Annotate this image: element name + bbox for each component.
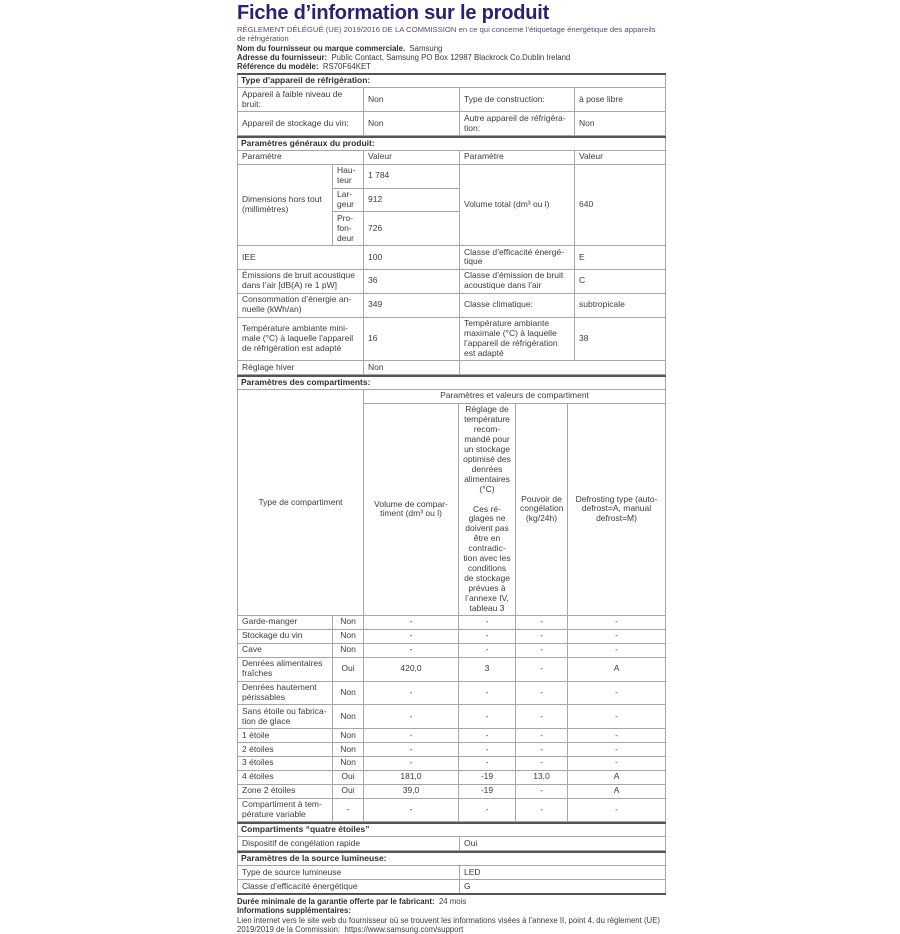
section-title: Compartiments “quatre étoiles” [238, 823, 666, 836]
compartment-freeze: - [516, 643, 568, 657]
section-title: Paramètres généraux du produit: [238, 137, 666, 150]
compartment-present: Non [333, 681, 364, 705]
compartment-volume: - [364, 798, 459, 822]
param-label: Appareil de stockage du vin: [238, 112, 364, 136]
compartment-row [238, 681, 666, 705]
compartment-row [238, 643, 666, 657]
table-row [238, 866, 666, 880]
model-label: Référence du modèle: [237, 61, 319, 71]
column-header: Valeur [364, 150, 460, 164]
compartment-defrost: - [568, 743, 666, 757]
model-value: RS70F64KET [322, 61, 371, 71]
model-row [237, 63, 665, 72]
compartment-type: 1 étoile [238, 729, 333, 743]
param-value: 38 [575, 317, 666, 361]
compartment-type: Stockage du vin [238, 629, 333, 643]
param-value: 640 [575, 164, 666, 245]
warranty-label: Durée minimale de la garantie offerte par le fabricant: [237, 897, 435, 907]
param-value: 16 [364, 317, 460, 361]
compartment-volume: - [364, 729, 459, 743]
compartment-defrost: - [568, 798, 666, 822]
column-header: Volume de compartiment (dm³ ou l) [364, 403, 459, 615]
warranty-value: 24 mois [438, 897, 467, 907]
param-label: IEE [238, 246, 364, 270]
address-label: Adresse du fournisseur: [237, 52, 328, 62]
compartment-temp: - [459, 798, 516, 822]
compartment-volume: - [364, 705, 459, 729]
compartment-type: Denrées hautement périssables [238, 681, 333, 705]
compartment-volume: 181,0 [364, 770, 459, 784]
column-header: Paramètre [238, 150, 364, 164]
compartment-freeze: - [516, 705, 568, 729]
compartment-present: Non [333, 705, 364, 729]
compartment-type: Compartiment à température variable [238, 798, 333, 822]
param-label: Classe d’efficacité énergétique [238, 880, 460, 894]
footer [237, 897, 665, 934]
compartment-volume: 420,0 [364, 657, 459, 681]
compartment-volume: - [364, 743, 459, 757]
span-header-row [238, 389, 666, 403]
compartment-table [237, 375, 666, 822]
compartment-temp: - [459, 729, 516, 743]
compartment-type: Denrées alimentaires fraîches [238, 657, 333, 681]
compartment-temp: - [459, 756, 516, 770]
param-value: 36 [364, 269, 460, 293]
dimension-value: 912 [364, 188, 460, 212]
column-header: Valeur [575, 150, 666, 164]
compartment-volume: - [364, 643, 459, 657]
four-star-table [237, 822, 666, 851]
temp-header-note: Ces réglages ne doivent pas être en contradiction avec les conditions de stockage prévues à l’annexe IV, tableau 3 [463, 503, 511, 613]
dimension-sub-label: Hauteur [333, 164, 364, 188]
param-label: Volume total (dm³ ou l) [460, 164, 575, 245]
compartment-freeze: - [516, 784, 568, 798]
param-label: Appareil à faible niveau de bruit: [238, 88, 364, 112]
supplier-label: Nom du fournisseur ou marque commerciale. [237, 44, 406, 53]
compartment-present: Non [333, 643, 364, 657]
compartment-volume: - [364, 681, 459, 705]
compartment-defrost: - [568, 643, 666, 657]
param-label: Réglage hiver [238, 361, 364, 375]
param-value: C [575, 269, 666, 293]
compartment-row [238, 629, 666, 643]
param-value: Non [364, 88, 460, 112]
supplier-link-row [237, 916, 665, 934]
section-header-light [238, 852, 666, 865]
section-header-four-star [238, 823, 666, 836]
compartment-row [238, 756, 666, 770]
param-value: subtropicale [575, 293, 666, 317]
param-label: Consommation d’énergie annuelle (kWh/an) [238, 293, 364, 317]
compartment-present: Oui [333, 770, 364, 784]
compartment-freeze: - [516, 729, 568, 743]
param-label: Classe d’efficacité énergétique [460, 246, 575, 270]
warranty-row [237, 897, 665, 906]
compartment-row [238, 743, 666, 757]
table-row [238, 880, 666, 894]
compartment-temp: - [459, 705, 516, 729]
compartment-row [238, 705, 666, 729]
compartment-volume: 39,0 [364, 784, 459, 798]
table-row [238, 361, 666, 375]
param-value: G [460, 880, 666, 894]
compartment-present: Non [333, 743, 364, 757]
column-header-row [238, 150, 666, 164]
param-value: Non [364, 112, 460, 136]
compartment-volume: - [364, 756, 459, 770]
compartment-freeze: - [516, 743, 568, 757]
table-row [238, 112, 666, 136]
param-label: Émissions de bruit acoustique dans l’air [dB(A) re 1 pW] [238, 269, 364, 293]
dimension-sub-label: Largeur [333, 188, 364, 212]
compartment-volume: - [364, 629, 459, 643]
compartment-defrost: - [568, 615, 666, 629]
param-label: Dimensions hors tout (millimètres) [238, 164, 333, 245]
compartment-freeze: - [516, 681, 568, 705]
param-value: Oui [460, 837, 666, 851]
param-label: Classe climatique: [460, 293, 575, 317]
compartment-defrost: - [568, 729, 666, 743]
param-value: Non [575, 112, 666, 136]
compartment-freeze: - [516, 798, 568, 822]
compartment-present: Non [333, 629, 364, 643]
additional-info-header: Informations supplémentaires: [237, 906, 351, 916]
compartment-present: Non [333, 615, 364, 629]
compartment-type: 3 étoiles [238, 756, 333, 770]
compartment-type: 2 étoiles [238, 743, 333, 757]
compartment-temp: - [459, 643, 516, 657]
section-title: Paramètres des compartiments: [238, 376, 666, 389]
compartment-row [238, 657, 666, 681]
page-title: Fiche d’information sur le produit [237, 2, 550, 24]
empty-cell [460, 361, 666, 375]
dimensions-row [238, 164, 666, 188]
product-information-sheet [237, 2, 665, 934]
compartment-type: 4 étoiles [238, 770, 333, 784]
compartment-defrost: - [568, 629, 666, 643]
supplier-link-text: Lien internet vers le site web du fournisseur où se trouvent les informations visées à l’annexe II, point 4, du règlement (UE) 2019/2019 de la Commission: [237, 915, 660, 934]
param-value: LED [460, 866, 666, 880]
column-header: Defrosting type (auto-defrost=A, manual defrost=M) [568, 403, 666, 615]
compartment-temp: -19 [459, 770, 516, 784]
regulation-text: RÈGLEMENT DÉLÉGUÉ (UE) 2019/2016 DE LA COMMISSION en ce qui concerne l’étiquetage énergétique des appareils de réfrigération [237, 25, 656, 43]
compartment-temp: - [459, 615, 516, 629]
param-label: Température ambiante minimale (°C) à laquelle l’appareil de réfrigération est adapté [238, 317, 364, 361]
section-header-general [238, 137, 666, 150]
table-row [238, 88, 666, 112]
span-header: Paramètres et valeurs de compartiment [364, 389, 666, 403]
general-table [237, 136, 666, 375]
dimension-sub-label: Profondeur [333, 212, 364, 246]
light-source-table [237, 851, 666, 895]
column-header [459, 403, 516, 615]
compartment-present: Oui [333, 784, 364, 798]
compartment-freeze: - [516, 657, 568, 681]
param-label: Autre appareil de réfrigération: [460, 112, 575, 136]
column-header: Paramètre [460, 150, 575, 164]
compartment-defrost: A [568, 770, 666, 784]
param-label: Type de source lumineuse [238, 866, 460, 880]
param-value: 349 [364, 293, 460, 317]
compartment-defrost: - [568, 705, 666, 729]
compartment-present: Oui [333, 657, 364, 681]
compartment-type: Cave [238, 643, 333, 657]
temp-header-main: Réglage de température recommandé pour un stockage optimisé des denrées alimentaires (°C) [463, 404, 511, 494]
compartment-defrost: A [568, 657, 666, 681]
compartment-freeze: 13,0 [516, 770, 568, 784]
dimension-value: 1 784 [364, 164, 460, 188]
param-label: Classe d’émission de bruit acoustique dans l’air [460, 269, 575, 293]
compartment-temp: - [459, 743, 516, 757]
compartment-defrost: - [568, 681, 666, 705]
compartment-defrost: A [568, 784, 666, 798]
table-row [238, 837, 666, 851]
table-row [238, 317, 666, 361]
compartment-temp: - [459, 681, 516, 705]
section-header-type [238, 74, 666, 87]
compartment-present: Non [333, 756, 364, 770]
column-header: Type de compartiment [238, 389, 364, 615]
compartment-freeze: - [516, 756, 568, 770]
compartment-present: Non [333, 729, 364, 743]
table-row [238, 269, 666, 293]
compartment-row [238, 615, 666, 629]
compartment-freeze: - [516, 629, 568, 643]
compartment-temp: -19 [459, 784, 516, 798]
compartment-defrost: - [568, 756, 666, 770]
section-title: Paramètres de la source lumineuse: [238, 852, 666, 865]
param-value: E [575, 246, 666, 270]
column-header: Pouvoir de congélation (kg/24h) [516, 403, 568, 615]
compartment-row [238, 729, 666, 743]
compartment-present: - [333, 798, 364, 822]
compartment-volume: - [364, 615, 459, 629]
address-value: Public Contact, Samsung PO Box 12987 Blackrock Co.Dublin Ireland [331, 52, 571, 62]
compartment-type: Garde-manger [238, 615, 333, 629]
param-value: Non [364, 361, 460, 375]
compartment-row [238, 798, 666, 822]
supplier-value: Samsung [409, 44, 443, 53]
section-title: Type d’appareil de réfrigération: [238, 74, 666, 87]
param-label: Température ambiante maximale (°C) à laquelle l’appareil de réfrigération est adapté [460, 317, 575, 361]
param-label: Type de construction: [460, 88, 575, 112]
compartment-freeze: - [516, 615, 568, 629]
param-value: à pose libre [575, 88, 666, 112]
compartment-type: Zone 2 étoiles [238, 784, 333, 798]
section-header-compartments [238, 376, 666, 389]
param-label: Dispositif de congélation rapide [238, 837, 460, 851]
type-table [237, 73, 666, 136]
compartment-row [238, 784, 666, 798]
supplier-website-link[interactable]: https://www.samsung.com/support [344, 924, 464, 934]
param-value: 100 [364, 246, 460, 270]
compartment-temp: 3 [459, 657, 516, 681]
table-row [238, 293, 666, 317]
dimension-value: 726 [364, 212, 460, 246]
table-row [238, 246, 666, 270]
compartment-temp: - [459, 629, 516, 643]
compartment-row [238, 770, 666, 784]
compartment-type: Sans étoile ou fabrication de glace [238, 705, 333, 729]
